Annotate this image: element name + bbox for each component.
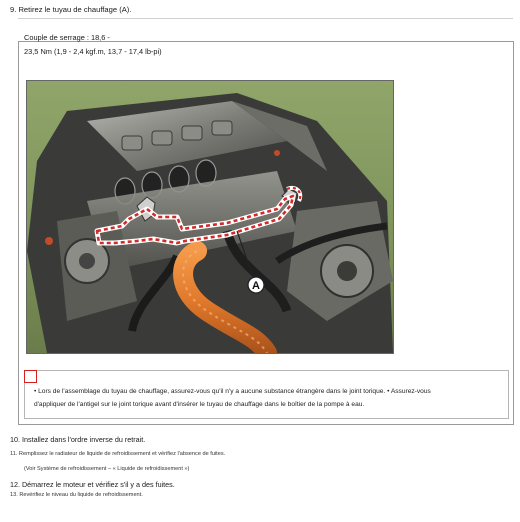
engine-photo <box>27 81 393 353</box>
step-13: 13. Revérifiez le niveau du liquide de refroidissement. <box>10 492 143 498</box>
note-line-1: • Lors de l'assemblage du tuyau de chauffage, assurez-vous qu'il n'y a aucune substance étrangère dans le joint torique. • Assurez-vous <box>34 388 431 395</box>
note-line-2: d'appliquer de l'antigel sur le joint torique avant d'insérer le tuyau de chauffage dans le boîtier de la pompe à eau. <box>34 400 365 408</box>
divider <box>18 18 513 19</box>
torque-spec-line-2: 23,5 Nm (1,9 - 2,4 kgf.m, 13,7 - 17,4 lb-pi) <box>24 47 162 56</box>
note-text <box>34 386 504 412</box>
step-11: 11. Remplissez le radiateur de liquide de refroidissement et vérifiez l'absence de fuites. <box>10 451 226 457</box>
callout-label-a: A <box>252 280 260 292</box>
engine-figure <box>26 80 394 354</box>
step-12: 12. Démarrez le moteur et vérifiez s'il y a des fuites. <box>10 480 175 489</box>
warning-icon <box>24 370 37 383</box>
step-10: 10. Installez dans l'ordre inverse du retrait. <box>10 435 146 444</box>
step-9-heading: 9. Retirez le tuyau de chauffage (A). <box>10 5 132 14</box>
torque-spec-line-1: Couple de serrage : 18,6 - <box>24 33 110 42</box>
step-11-reference: (Voir Système de refroidissement – « Liquide de refroidissement ») <box>24 466 190 472</box>
